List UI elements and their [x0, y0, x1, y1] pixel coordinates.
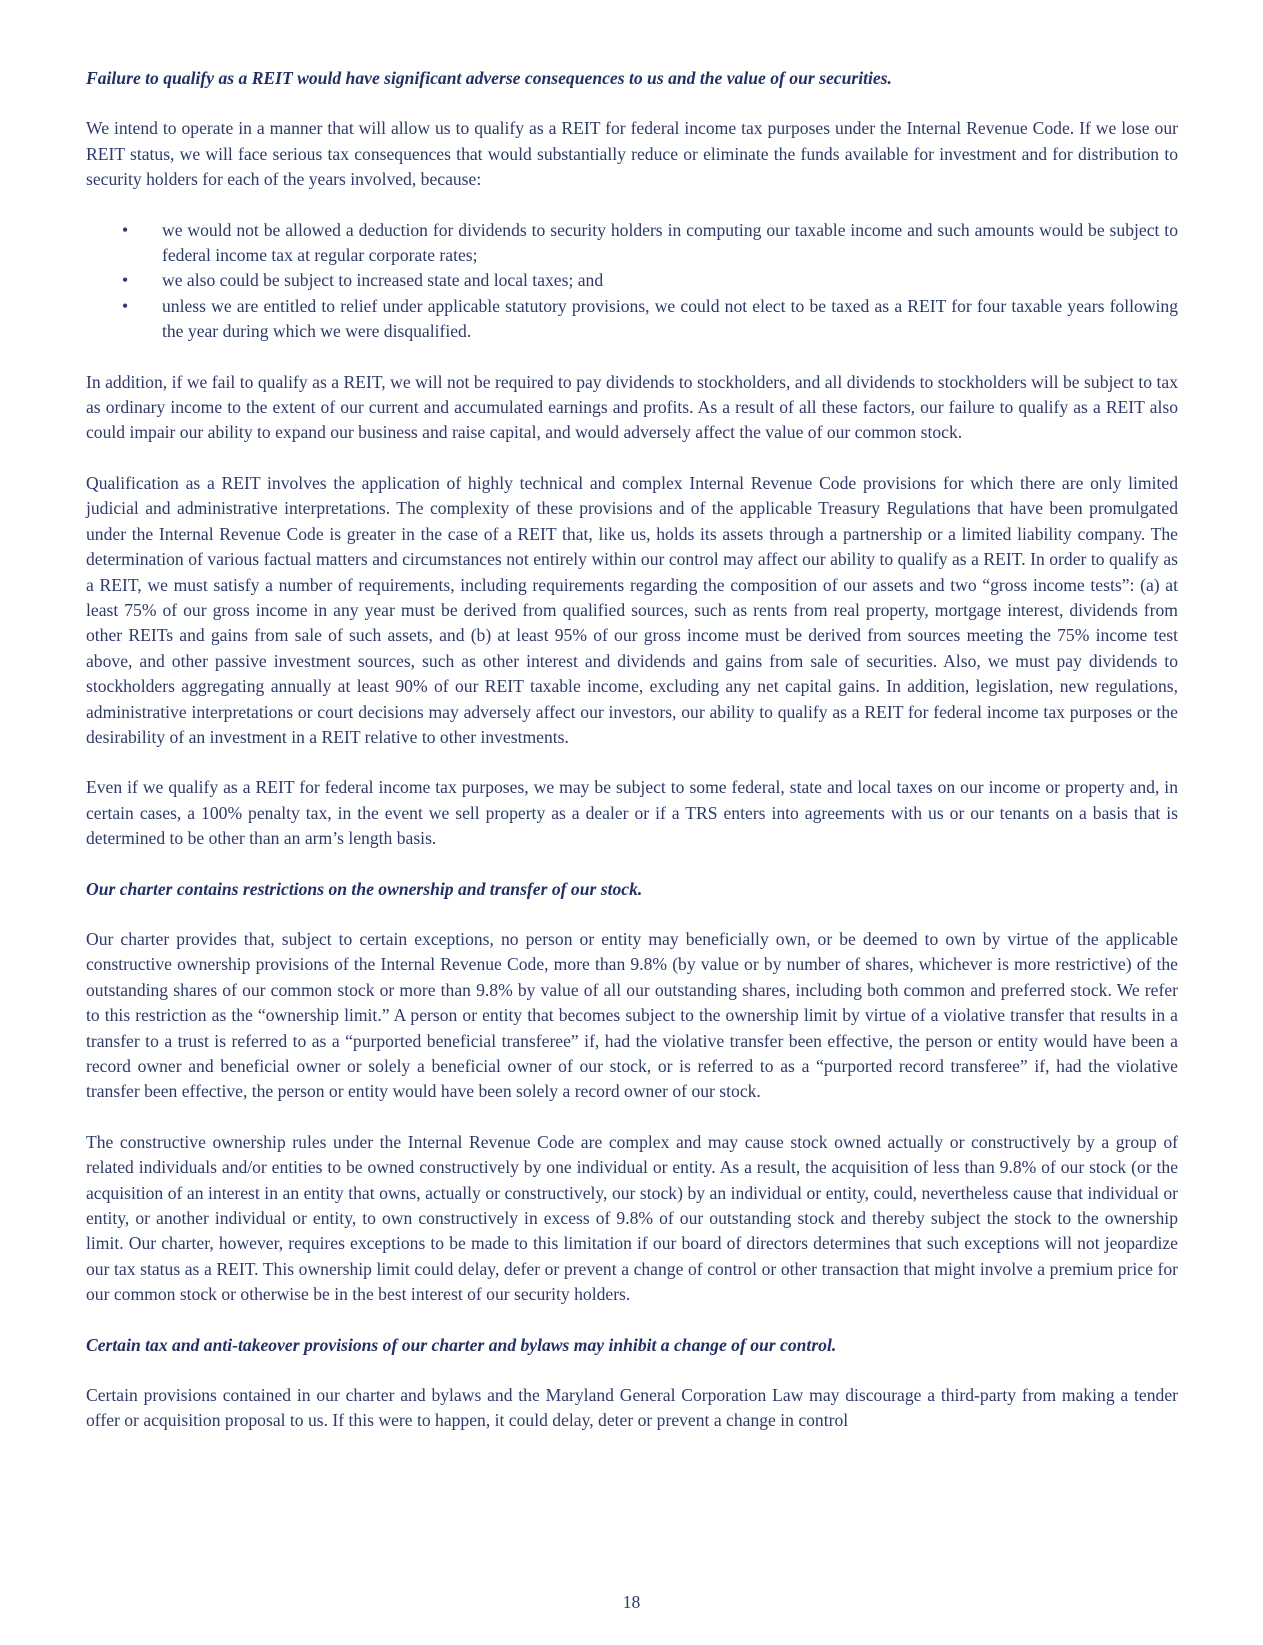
section-heading-anti-takeover: Certain tax and anti-takeover provisions of our charter and bylaws may inhibit a change of our control. [86, 1334, 837, 1355]
paragraph-qualification: Qualification as a REIT involves the application of highly technical and complex Internal Revenue Code provisions for which there are only limited judicial and administrative interpretations. The complexity of these provisions and of the applicable Treasury Regulations that have been promulgated under the Internal Revenue Code is greater in the case of a REIT that, like us, holds its assets through a partnership or a limited liability company. The determination of various factual matters and circumstances not entirely within our control may affect our ability to qualify as a REIT. In order to qualify as a REIT, we must satisfy a number of requirements, including requirements regarding the composition of our assets and two “gross income tests”: (a) at least 75% of our gross income in any year must be derived from qualified sources, such as rents from real property, mortgage interest, dividends from other REITs and gains from sale of such assets, and (b) at least 95% of our gross income must be derived from sources meeting the 75% income test above, and other passive investment sources, such as other interest and dividends and gains from sale of securities. Also, we must pay dividends to stockholders aggregating annually at least 90% of our REIT taxable income, excluding any net capital gains. In addition, legislation, new regulations, administrative interpretations or court decisions may adversely affect our investors, our ability to qualify as a REIT for federal income tax purposes or the desirability of an investment in a REIT relative to other investments. [86, 472, 1178, 747]
paragraph-reit-intent: We intend to operate in a manner that will allow us to qualify as a REIT for federal income tax purposes under the Internal Revenue Code. If we lose our REIT status, we will face serious tax consequences that would substantially reduce or eliminate the funds available for investment and for distribution to security holders for each of the years involved, because: [86, 118, 1178, 190]
bullet-icon: • [122, 270, 129, 291]
page-number: 18 [622, 1592, 641, 1612]
bullet-text: we would not be allowed a deduction for dividends to security holders in computing our taxable income and such amounts would be subject to federal income tax at regular corporate rates; [162, 219, 1178, 266]
bullet-text: unless we are entitled to relief under applicable statutory provisions, we could not elect to be taxed as a REIT for four taxable years following the year during which we were disqualified. [162, 295, 1178, 342]
paragraph-dividends: In addition, if we fail to qualify as a REIT, we will not be required to pay dividends to stockholders, and all dividends to stockholders will be subject to tax as ordinary income to the extent of our current and accumulated earnings and profits. As a result of all these factors, our failure to qualify as a REIT also could impair our ability to expand our business and raise capital, and would adversely affect the value of our common stock. [86, 371, 1178, 443]
paragraph-ownership-limit: Our charter provides that, subject to certain exceptions, no person or entity may beneficially own, or be deemed to own by virtue of the applicable constructive ownership provisions of the Internal Revenue Code, more than 9.8% (by value or by number of shares, whichever is more restrictive) of the outstanding shares of our common stock or more than 9.8% by value of all our outstanding shares, including both common and preferred stock. We refer to this restriction as the “ownership limit.” A person or entity that becomes subject to the ownership limit by virtue of a violative transfer that results in a transfer to a trust is referred to as a “purported beneficial transferee” if, had the violative transfer been effective, the person or entity would have been a record owner and beneficial owner or solely a beneficial owner of our stock, or is referred to as a “purported record transferee” if, had the violative transfer been effective, the person or entity would have been solely a record owner of our stock. [86, 928, 1178, 1102]
bullet-text: we also could be subject to increased state and local taxes; and [162, 270, 604, 291]
section-heading-reit-failure: Failure to qualify as a REIT would have significant adverse consequences to us and the value of our securities. [86, 68, 892, 88]
section-heading-ownership: Our charter contains restrictions on the ownership and transfer of our stock. [86, 878, 643, 899]
paragraph-constructive-ownership: The constructive ownership rules under the Internal Revenue Code are complex and may cause stock owned actually or constructively by a group of related individuals and/or entities to be owned constructively by one individual or entity. As a result, the acquisition of less than 9.8% of our stock (or the acquisition of an interest in an entity that owns, actually or constructively, our stock) by an individual or entity, could, nevertheless cause that individual or entity, or another individual or entity, to own constructively in excess of 9.8% of our outstanding stock and thereby subject the stock to the ownership limit. Our charter, however, requires exceptions to be made to this limitation if our board of directors determines that such exceptions will not jeopardize our tax status as a REIT. This ownership limit could delay, defer or prevent a change of control or other transaction that might involve a premium price for our common stock or otherwise be in the best interest of our security holders. [86, 1131, 1178, 1305]
bullet-item [86, 268, 1178, 293]
paragraph-taxes: Even if we qualify as a REIT for federal income tax purposes, we may be subject to some federal, state and local taxes on our income or property and, in certain cases, a 100% penalty tax, in the event we sell property as a dealer or if a TRS enters into agreements with us or our tenants on a basis that is determined to be other than an arm’s length basis. [86, 777, 1178, 849]
paragraph-anti-takeover: Certain provisions contained in our charter and bylaws and the Maryland General Corporation Law may discourage a third-party from making a tender offer or acquisition proposal to us. If this were to happen, it could delay, deter or prevent a change in control [86, 1385, 1178, 1431]
consequences-bullet-list [86, 218, 1178, 345]
bullet-icon: • [122, 295, 129, 316]
bullet-icon: • [122, 219, 129, 240]
bullet-item [86, 218, 1178, 269]
bullet-item [86, 294, 1178, 345]
document-page [86, 66, 1178, 1459]
